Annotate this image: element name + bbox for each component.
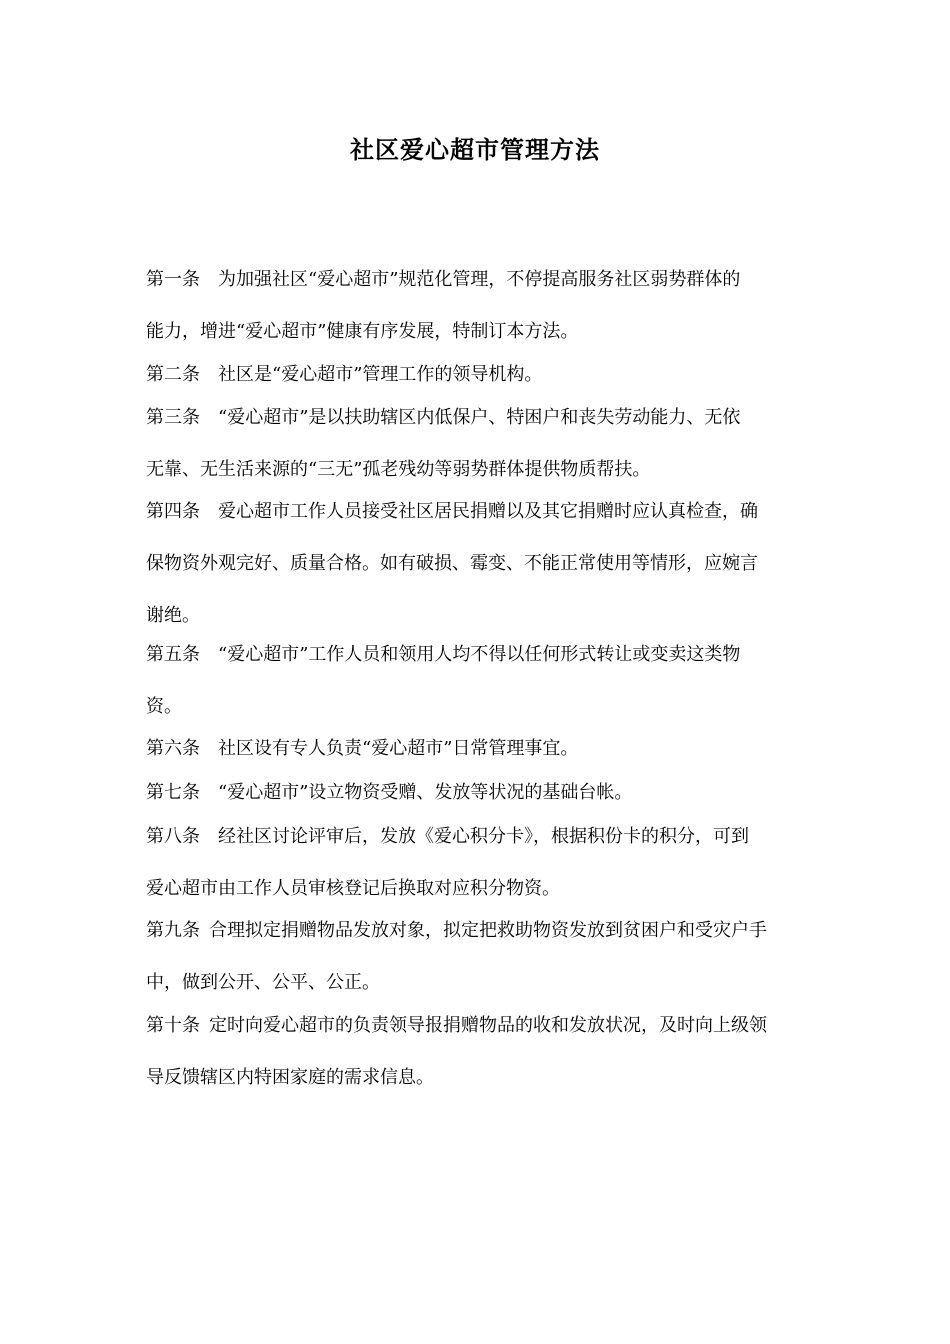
article-text: 爱心超市由工作人员审核登记后换取对应积分物资。: [146, 878, 560, 899]
article-label: 第三条: [146, 407, 200, 428]
article-8: [146, 811, 816, 915]
article-text: 无靠、无生活来源的“三无”孤老残幼等弱势群体提供物质帮扶。: [146, 459, 651, 480]
article-9: [146, 905, 816, 1009]
article-text: 定时向爱心超市的负责领导报捐赠物品的收和发放状况，及时向上级领: [209, 1015, 767, 1036]
article-text: 中，做到公开、公平、公正。: [146, 972, 380, 993]
article-label: 第一条: [146, 269, 200, 290]
article-text: 保物资外观完好、质量合格。如有破损、霉变、不能正常使用等情形，应婉言: [146, 553, 758, 574]
article-text: 社区设有专人负责“爱心超市”日常管理事宜。: [218, 738, 579, 759]
article-label: 第四条: [146, 501, 200, 522]
article-5: [146, 629, 816, 733]
document-title: 社区爱心超市管理方法: [350, 136, 600, 164]
article-text: “爱心超市”工作人员和领用人均不得以任何形式转让或变卖这类物: [218, 644, 741, 665]
article-text: “爱心超市”设立物资受赠、发放等状况的基础台帐。: [218, 782, 633, 803]
article-text: 为加强社区“爱心超市”规范化管理，不停提高服务社区弱势群体的: [218, 269, 741, 290]
article-text: “爱心超市”是以扶助辖区内低保户、特困户和丧失劳动能力、无依: [218, 407, 741, 428]
article-label: 第九条: [146, 920, 200, 941]
article-text: 能力，增进“爱心超市”健康有序发展，特制订本方法。: [146, 321, 579, 342]
article-text: 社区是“爱心超市”管理工作的领导机构。: [218, 364, 543, 385]
article-3: [146, 392, 816, 496]
article-1: [146, 254, 816, 358]
article-label: 第十条: [146, 1015, 200, 1036]
article-label: 第七条: [146, 782, 200, 803]
article-label: 第五条: [146, 644, 200, 665]
article-4: [146, 486, 816, 642]
article-label: 第二条: [146, 364, 200, 385]
article-text: 谢绝。: [146, 605, 200, 626]
article-text: 爱心超市工作人员接受社区居民捐赠以及其它捐赠时应认真检查，确: [218, 501, 758, 522]
article-text: 资。: [146, 696, 182, 717]
article-text: 经社区讨论评审后，发放《爱心积分卡》，根据积份卡的积分，可到: [218, 826, 749, 847]
article-text: 合理拟定捐赠物品发放对象，拟定把救助物资发放到贫困户和受灾户手: [209, 920, 767, 941]
article-10: [146, 1000, 816, 1104]
article-label: 第八条: [146, 826, 200, 847]
article-label: 第六条: [146, 738, 200, 759]
article-text: 导反馈辖区内特困家庭的需求信息。: [146, 1067, 434, 1088]
